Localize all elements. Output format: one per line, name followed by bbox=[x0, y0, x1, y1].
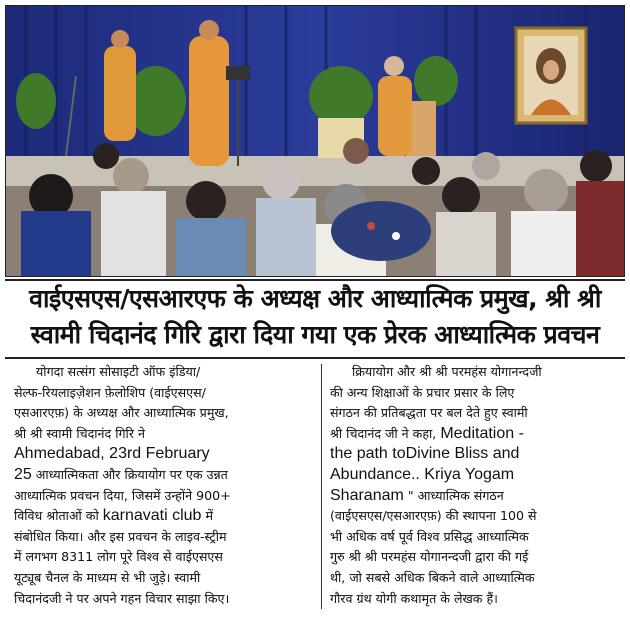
text-line: संबोधित किया। और इस प्रवचन के लाइव-स्ट्रीम bbox=[14, 528, 227, 544]
text-line: संगठन की प्रतिबद्धता पर बल देते हुए स्वामी bbox=[330, 405, 528, 421]
text-span: विविध श्रोताओं को bbox=[14, 508, 103, 524]
text-line: थी, जो सबसे अधिक बिकने वाले आध्यात्मिक bbox=[330, 569, 535, 585]
lectern bbox=[226, 66, 250, 80]
text-line: में लगभग 8311 लोग पूरे विश्व से वाईएसएस bbox=[14, 549, 223, 565]
text-line: गुरु श्री श्री परमहंस योगानन्दजी द्वारा की गई bbox=[330, 549, 529, 565]
headline-line-1: वाईएसएस/एसआरएफ के अध्यक्ष और आध्यात्मिक प्रमुख, श्री श्री bbox=[29, 284, 601, 313]
quote-text: Sharanam bbox=[330, 486, 404, 504]
text-line bbox=[330, 424, 620, 445]
text-span: में bbox=[201, 508, 213, 524]
text-line: श्री श्री स्वामी चिदानंद गिरि ने bbox=[14, 425, 145, 441]
quote-text: the path toDivine Bliss and bbox=[330, 445, 520, 463]
event-photo-illustration bbox=[6, 6, 625, 277]
text-line: की अन्य शिक्षाओं के प्रचार प्रसार के लिए bbox=[330, 384, 515, 400]
text-line: भी अधिक वर्ष पूर्व विश्व प्रसिद्ध आध्यात्मिक bbox=[330, 528, 529, 544]
text-line bbox=[14, 465, 312, 486]
column-divider bbox=[321, 364, 322, 609]
text-line: सेल्फ-रियलाइज़ेशन फ़ेलोशिप (वाईएसएस/ bbox=[14, 384, 206, 400]
text-span: " आध्यात्मिक संगठन bbox=[403, 487, 504, 503]
headline bbox=[5, 281, 625, 355]
article-column-2 bbox=[330, 362, 620, 609]
headline-rule bbox=[5, 357, 625, 359]
quote-text: Abundance.. Kriya Yogam bbox=[330, 465, 515, 483]
text-span: आध्यात्मिकता और क्रियायोग पर एक उन्नत bbox=[31, 466, 228, 482]
dateline-text: Ahmedabad, 23rd February bbox=[14, 445, 210, 463]
text-span: श्री चिदानंद जी ने कहा, bbox=[330, 425, 441, 441]
text-line: क्रियायोग और श्री श्री परमहंस योगानन्दजी bbox=[352, 364, 542, 379]
text-line bbox=[14, 506, 312, 527]
text-line bbox=[330, 486, 620, 507]
venue-name: karnavati club bbox=[102, 507, 202, 525]
text-line: यूट्यूब चैनल के माध्यम से भी जुड़े। स्वामी bbox=[14, 569, 201, 585]
text-line: (वाईएसएस/एसआरएफ़) की स्थापना 100 से bbox=[330, 508, 537, 524]
text-line: आध्यात्मिक प्रवचन दिया, जिसमें उन्होंने 900+ bbox=[14, 487, 231, 503]
text-line: चिदानंदजी ने पर अपने गहन विचार साझा किए। bbox=[14, 590, 230, 606]
event-photo bbox=[5, 5, 625, 277]
text-line: गौरव ग्रंथ योगी कथामृत के लेखक हैं। bbox=[330, 590, 498, 606]
text-line: योगदा सत्संग सोसाइटी ऑफ इंडिया/ bbox=[36, 364, 201, 379]
quote-text: Meditation - bbox=[440, 424, 524, 442]
text-line: एसआरएफ़) के अध्यक्ष और आध्यात्मिक प्रमुख, bbox=[14, 405, 229, 421]
article-column-1 bbox=[14, 362, 312, 609]
text-line bbox=[14, 444, 312, 465]
headline-line-2: स्वामी चिदानंद गिरि द्वारा दिया गया एक प्रेरक आध्यात्मिक प्रवचन bbox=[30, 320, 600, 349]
dateline-year: 25 bbox=[14, 465, 32, 483]
